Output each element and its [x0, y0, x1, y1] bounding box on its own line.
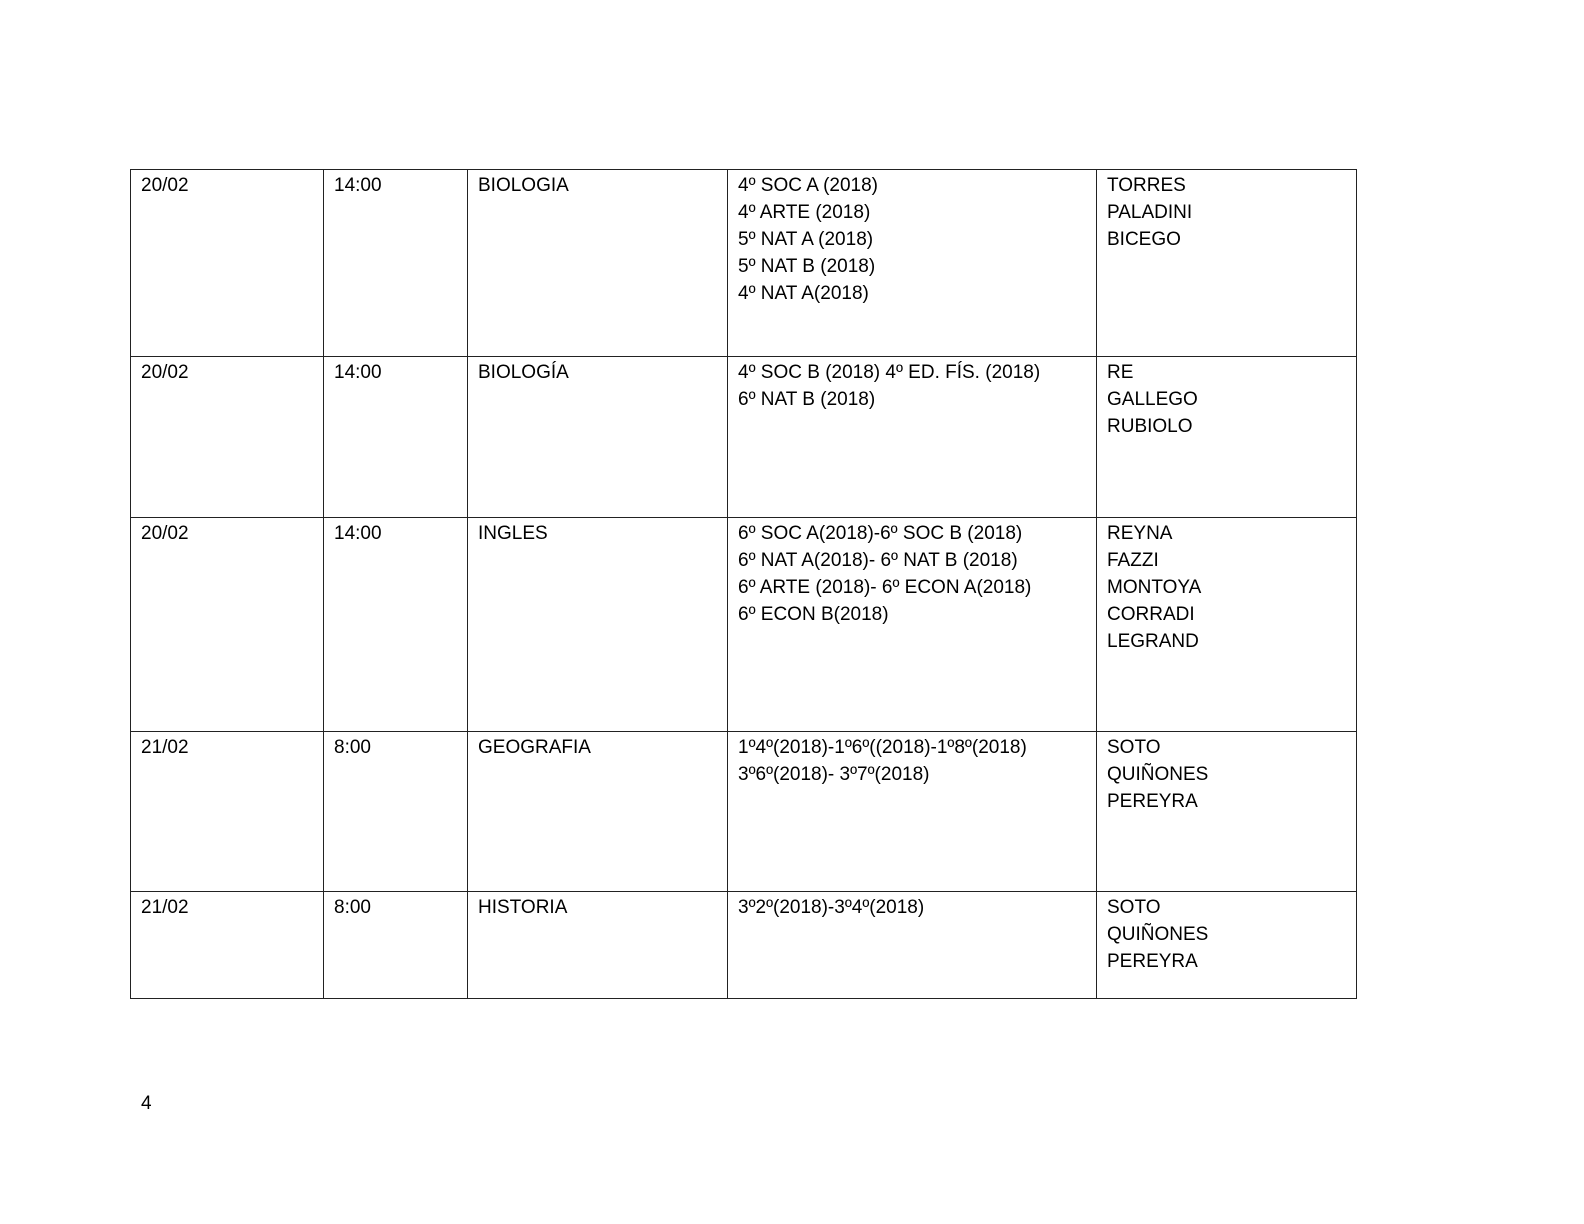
teacher-name: TORRES	[1107, 175, 1186, 196]
time-cell: 14:00	[324, 357, 468, 518]
course-line: 4º SOC B (2018) 4º ED. FÍS. (2018)	[738, 362, 1041, 383]
course-line: 6º ARTE (2018)- 6º ECON A(2018)	[738, 577, 1032, 598]
teacher-name: BICEGO	[1107, 229, 1181, 250]
teachers-cell	[1097, 170, 1357, 357]
courses-cell	[728, 357, 1097, 518]
courses-cell	[728, 732, 1097, 892]
course-line: 4º NAT A(2018)	[738, 283, 869, 304]
teacher-name: PEREYRA	[1107, 951, 1198, 972]
course-line: 3º6º(2018)- 3º7º(2018)	[738, 764, 930, 785]
courses-cell	[728, 518, 1097, 732]
course-line: 6º SOC A(2018)-6º SOC B (2018)	[738, 523, 1023, 544]
course-line: 4º SOC A (2018)	[738, 175, 879, 196]
teacher-name: PALADINI	[1107, 202, 1193, 223]
course-line: 3º2º(2018)-3º4º(2018)	[738, 897, 925, 918]
teachers-cell	[1097, 518, 1357, 732]
course-line: 5º NAT A (2018)	[738, 229, 874, 250]
subject-cell: BIOLOGÍA	[468, 357, 728, 518]
subject-cell: HISTORIA	[468, 892, 728, 999]
teachers-cell	[1097, 357, 1357, 518]
teacher-name: LEGRAND	[1107, 631, 1199, 652]
teacher-name: RUBIOLO	[1107, 416, 1193, 437]
table-row	[131, 357, 1357, 518]
course-line: 4º ARTE (2018)	[738, 202, 871, 223]
page-number: 4	[141, 1093, 152, 1114]
teachers-cell	[1097, 892, 1357, 999]
courses-cell	[728, 170, 1097, 357]
teacher-name: SOTO	[1107, 897, 1161, 918]
table-row	[131, 170, 1357, 357]
course-line: 6º NAT A(2018)- 6º NAT B (2018)	[738, 550, 1018, 571]
date-cell: 20/02	[131, 170, 324, 357]
course-line: 1º4º(2018)-1º6º((2018)-1º8º(2018)	[738, 737, 1027, 758]
table-row	[131, 892, 1357, 999]
time-cell: 8:00	[324, 892, 468, 999]
date-cell: 21/02	[131, 892, 324, 999]
time-cell: 8:00	[324, 732, 468, 892]
subject-cell: BIOLOGIA	[468, 170, 728, 357]
teacher-name: REYNA	[1107, 523, 1173, 544]
table-row	[131, 518, 1357, 732]
date-cell: 20/02	[131, 357, 324, 518]
teacher-name: QUIÑONES	[1107, 924, 1209, 945]
time-cell: 14:00	[324, 518, 468, 732]
teacher-name: GALLEGO	[1107, 389, 1198, 410]
teacher-name: FAZZI	[1107, 550, 1159, 571]
course-line: 5º NAT B (2018)	[738, 256, 876, 277]
courses-cell	[728, 892, 1097, 999]
course-line: 6º ECON B(2018)	[738, 604, 889, 625]
date-cell: 21/02	[131, 732, 324, 892]
teacher-name: RE	[1107, 362, 1134, 383]
teacher-name: PEREYRA	[1107, 791, 1198, 812]
teacher-name: MONTOYA	[1107, 577, 1202, 598]
teacher-name: SOTO	[1107, 737, 1161, 758]
date-cell: 20/02	[131, 518, 324, 732]
course-line: 6º NAT B (2018)	[738, 389, 876, 410]
teacher-name: QUIÑONES	[1107, 764, 1209, 785]
teacher-name: CORRADI	[1107, 604, 1195, 625]
subject-cell: GEOGRAFIA	[468, 732, 728, 892]
exam-schedule-table	[130, 169, 1357, 999]
teachers-cell	[1097, 732, 1357, 892]
table-row	[131, 732, 1357, 892]
time-cell: 14:00	[324, 170, 468, 357]
subject-cell: INGLES	[468, 518, 728, 732]
